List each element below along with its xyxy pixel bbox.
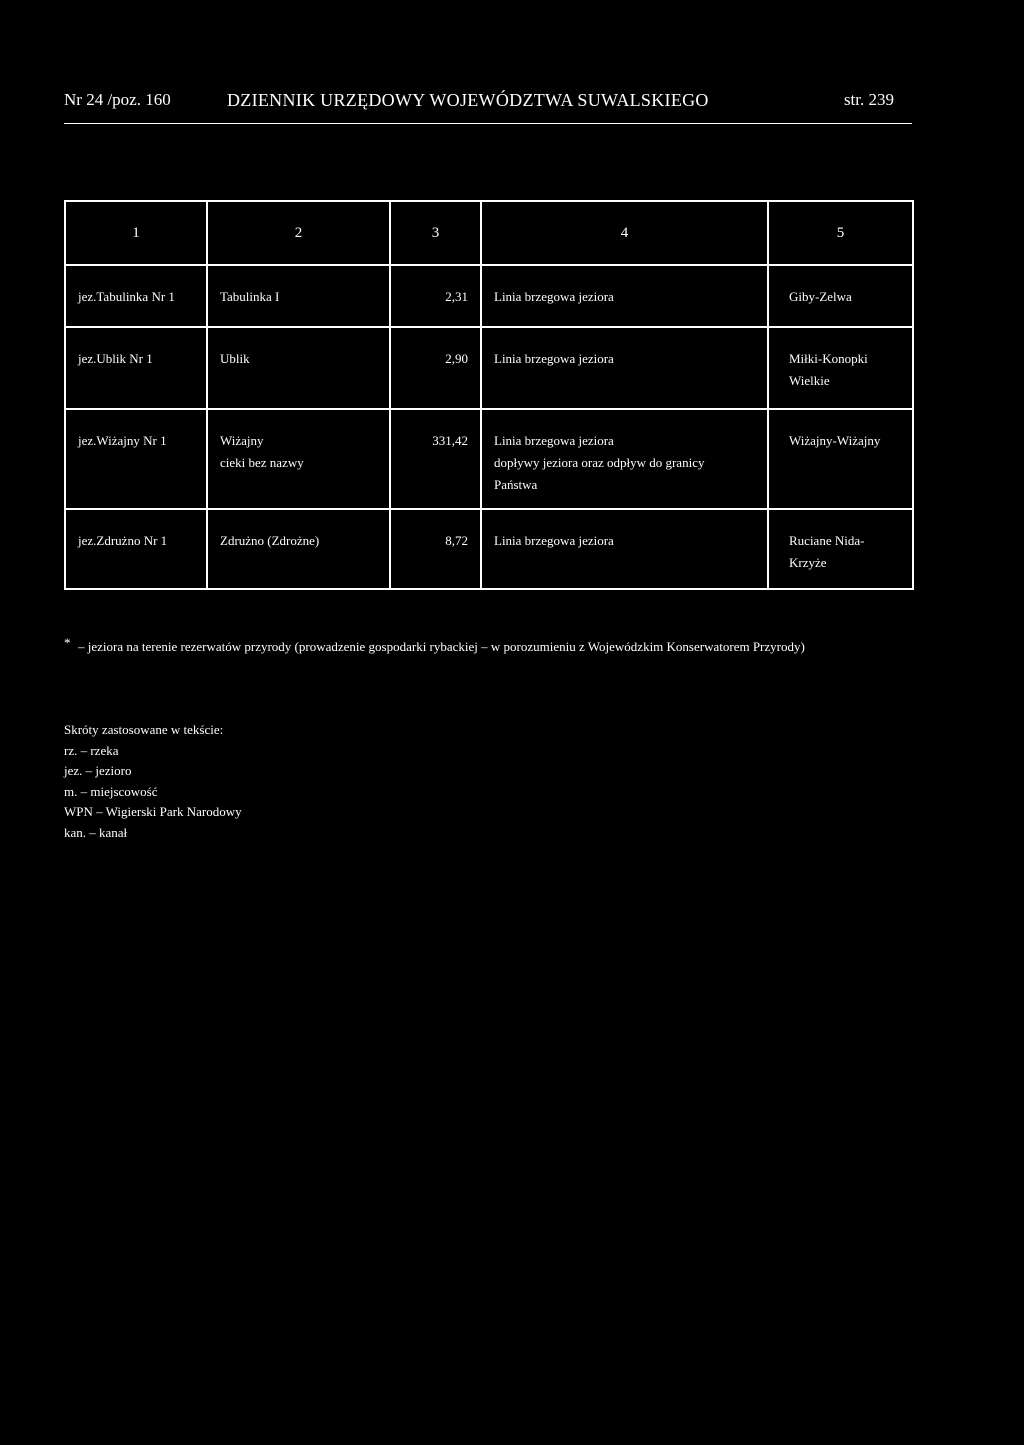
water-code: jez.Ublik Nr 1 <box>65 327 207 409</box>
boundary-line: dopływy jeziora oraz odpływ do granicy <box>494 455 705 470</box>
table-row <box>65 409 913 509</box>
page-header <box>64 90 914 114</box>
water-area: 8,72 <box>390 509 481 589</box>
water-name <box>207 509 390 589</box>
journal-title: DZIENNIK URZĘDOWY WOJEWÓDZTWA SUWALSKIEGO <box>227 90 709 110</box>
water-boundary <box>481 265 768 327</box>
water-name <box>207 265 390 327</box>
abbreviations-list <box>64 720 242 843</box>
boundary-line: Państwa <box>494 477 538 492</box>
water-boundary <box>481 409 768 509</box>
water-place <box>768 509 913 589</box>
water-name-line: cieki bez nazwy <box>220 455 304 470</box>
footnote <box>64 636 924 658</box>
boundary-line: Linia brzegowa jeziora <box>494 351 614 366</box>
water-name <box>207 327 390 409</box>
table-row <box>65 509 913 589</box>
abbreviation-item: jez. – jezioro <box>64 763 132 778</box>
water-code: jez.Zdrużno Nr 1 <box>65 509 207 589</box>
place-line: Wiżajny-Wiżajny <box>789 433 881 448</box>
page-number: str. 239 <box>843 90 894 109</box>
water-name-line: Wiżajny <box>220 433 264 448</box>
water-name <box>207 409 390 509</box>
table-row <box>65 265 913 327</box>
water-place <box>768 327 913 409</box>
waters-table <box>64 200 914 590</box>
abbreviations-title: Skróty zastosowane w tekście: <box>64 722 224 737</box>
abbreviation-item: kan. – kanał <box>64 824 128 840</box>
column-header: 1 <box>65 201 207 265</box>
boundary-line: Linia brzegowa jeziora <box>494 289 614 304</box>
water-boundary <box>481 327 768 409</box>
issue-number: Nr 24 /poz. 160 <box>64 90 171 109</box>
place-line: Ruciane Nida- <box>789 533 865 548</box>
footnote-text: – jeziora na terenie rezerwatów przyrody (prowadzenie gospodarki rybackiej – w porozumieniu z Wojewódzkim Konserwatorem Przyrody) <box>78 639 805 654</box>
header-divider <box>64 123 912 124</box>
water-name-line: Tabulinka I <box>220 289 280 304</box>
place-line: Krzyże <box>789 555 827 570</box>
water-area: 2,31 <box>390 265 481 327</box>
abbreviation-item: rz. – rzeka <box>64 742 119 758</box>
column-header: 3 <box>390 201 481 265</box>
column-header: 2 <box>207 201 390 265</box>
place-line: Wielkie <box>789 373 830 388</box>
water-code: jez.Tabulinka Nr 1 <box>65 265 207 327</box>
water-place <box>768 265 913 327</box>
water-area: 2,90 <box>390 327 481 409</box>
abbreviation-item: m. – miejscowość <box>64 783 158 799</box>
boundary-line: Linia brzegowa jeziora <box>494 533 614 548</box>
table-header-row <box>65 201 913 265</box>
column-header: 5 <box>768 201 913 265</box>
place-line: Giby-Zelwa <box>789 289 852 304</box>
abbreviation-item: WPN – Wigierski Park Narodowy <box>64 804 242 819</box>
water-place <box>768 409 913 509</box>
water-name-line: Ublik <box>220 351 250 366</box>
water-boundary <box>481 509 768 589</box>
place-line: Miłki-Konopki <box>789 351 868 366</box>
water-name-line: Zdrużno (Zdrożne) <box>220 533 320 548</box>
column-header: 4 <box>481 201 768 265</box>
boundary-line: Linia brzegowa jeziora <box>494 433 614 448</box>
water-area: 331,42 <box>390 409 481 509</box>
water-code: jez.Wiżajny Nr 1 <box>65 409 207 509</box>
table-row <box>65 327 913 409</box>
footnote-marker: * <box>64 635 71 650</box>
